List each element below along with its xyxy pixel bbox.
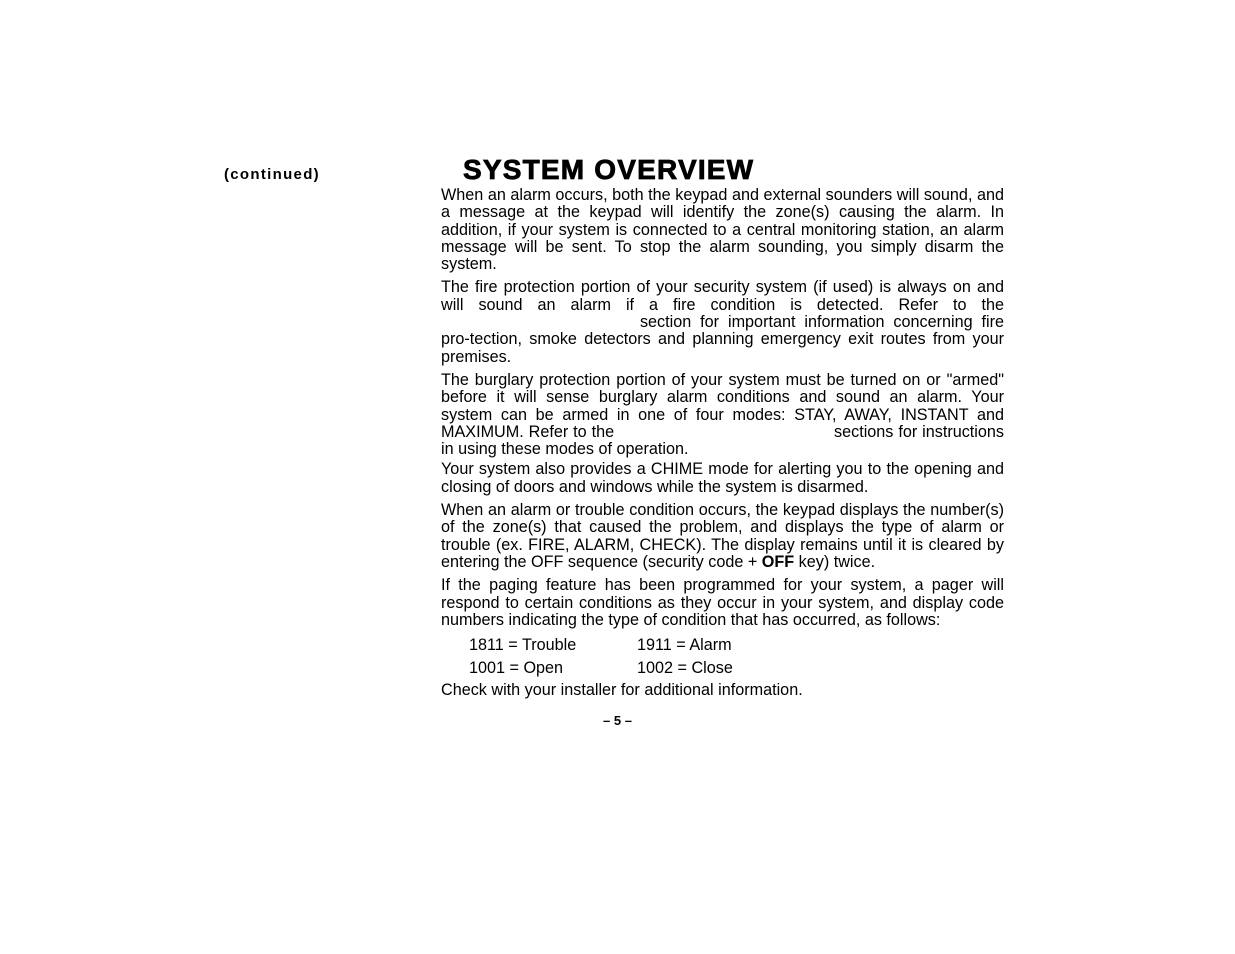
burglary-text-after: sections for instructions in using these modes of operation.: [441, 422, 1005, 459]
code-trouble: 1811 = Trouble: [469, 635, 577, 654]
paragraph-fire-protection: [441, 279, 1004, 365]
paragraph-paging: If the paging feature has been programmed for your system, a pager will respond to certain conditions as they occur in your system, and display code numbers indicating the type of condition that has occurred, as follows:: [441, 576, 1004, 629]
fire-text-after: section for important information concerning fire pro-tection, smoke detectors and planning emergency exit routes from your premises.: [441, 313, 1004, 366]
code-close: 1002 = Close: [637, 658, 733, 677]
paragraph-chime: Your system also provides a CHIME mode for alerting you to the opening and closing of doors and windows while the system is disarmed.: [441, 460, 1004, 496]
paragraph-burglary-protection: [441, 372, 1004, 458]
section-title: SYSTEM OVERVIEW: [463, 154, 755, 185]
code-list: [469, 634, 1004, 680]
trouble-text-before: When an alarm or trouble condition occurs, the keypad displays the number(s) of the zone(s) that caused the problem, and displays the type of alarm or trouble (ex. FIRE, ALARM, CHECK). The display remains until it is cleared by entering the OFF sequence (security code +: [441, 501, 1004, 571]
burglary-text-before: The burglary protection portion of your system must be turned on or "armed" before it will sense burglary alarm conditions and sound an alarm. Your system can be armed in one of four modes: STAY, AWAY, INSTANT and MAXIMUM. Refer to the: [441, 370, 1004, 441]
code-row: [469, 657, 1004, 680]
fire-text-before: The fire protection portion of your security system (if used) is always on and will sound an alarm if a fire condition is detected. Refer to the: [441, 278, 1004, 314]
code-open: 1001 = Open: [469, 658, 564, 677]
paragraph-installer-note: Check with your installer for additional information.: [441, 681, 803, 700]
paragraph-trouble-condition: [441, 502, 1004, 571]
continued-label: (continued): [224, 166, 320, 183]
off-key-label: OFF: [761, 552, 795, 571]
paragraph-alarm: When an alarm occurs, both the keypad and external sounders will sound, and a message at the keypad will identify the zone(s) causing the alarm. In addition, if your system is connected to a central monitoring station, an alarm message will be sent. To stop the alarm sounding, you simply disarm the system.: [441, 186, 1004, 274]
page-number: – 5 –: [603, 713, 632, 728]
trouble-text-after: key) twice.: [798, 552, 876, 571]
body-text: [441, 187, 1004, 699]
code-alarm: 1911 = Alarm: [637, 635, 732, 654]
code-row: [469, 634, 1004, 657]
